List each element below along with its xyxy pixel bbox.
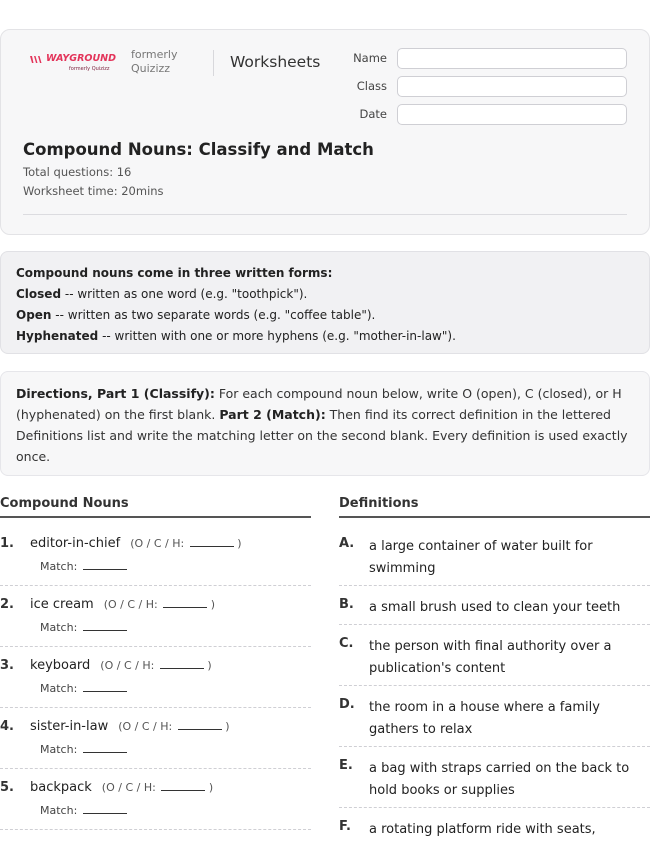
definition-letter: A.: [339, 536, 355, 551]
worksheet-title: Compound Nouns: Classify and Match: [23, 140, 374, 159]
match-label: Match:: [40, 743, 78, 756]
definition-letter: F.: [339, 819, 351, 834]
formerly-name: Quizizz: [131, 62, 171, 75]
forms-heading: Compound nouns come in three written forms:: [16, 266, 333, 280]
date-field[interactable]: [397, 104, 627, 125]
match-blank[interactable]: [83, 621, 127, 631]
right-column-rule: [339, 516, 650, 518]
section-title: Worksheets: [230, 53, 321, 71]
definition-item: [339, 586, 650, 625]
definition-text: a bag with straps carried on the back to hold books or supplies: [369, 761, 630, 798]
compound-nouns-heading: Compound Nouns: [0, 496, 129, 511]
part2-label: Part 2 (Match):: [219, 407, 326, 422]
formerly-quizizz: [131, 48, 178, 76]
class-label: Class: [356, 79, 387, 93]
classify-hint: (O / C / H:: [103, 598, 158, 611]
hyphenated-form-line: Hyphenated -- written with one or more hyphens (e.g. "mother-in-law").: [16, 329, 456, 343]
left-column-rule: [0, 516, 311, 518]
name-label: Name: [353, 51, 387, 65]
match-blank[interactable]: [83, 804, 127, 814]
classify-blank[interactable]: [178, 720, 222, 730]
directions-card: [0, 371, 650, 476]
question-number: 3.: [0, 658, 14, 673]
definition-item: [339, 525, 650, 586]
match-label: Match:: [40, 682, 78, 695]
question-number: 2.: [0, 597, 14, 612]
compound-noun: keyboard: [30, 658, 91, 673]
compound-noun: sister-in-law: [30, 719, 109, 734]
match-label: Match:: [40, 560, 78, 573]
classify-blank[interactable]: [161, 781, 205, 791]
definition-text: the room in a house where a family gathers to relax: [369, 700, 600, 737]
classify-blank[interactable]: [163, 598, 207, 608]
class-field[interactable]: [397, 76, 627, 97]
question-number: 5.: [0, 780, 14, 795]
match-blank[interactable]: [83, 682, 127, 692]
definition-letter: B.: [339, 597, 354, 612]
match-label: Match:: [40, 804, 78, 817]
formerly-label: formerly: [131, 48, 178, 61]
part1-label: Directions, Part 1 (Classify):: [16, 386, 215, 401]
question-item: 2. ice cream (O / C / H: ) Match:: [0, 586, 311, 647]
header-rule: [23, 214, 627, 215]
definition-text: a large container of water built for swimming: [369, 539, 593, 576]
question-number: 1.: [0, 536, 14, 551]
part2-text: Then find its correct definition in the lettered Definitions list and write the matching letter on the second blank. Every definition is used exactly once.: [16, 407, 628, 464]
definition-letter: D.: [339, 697, 355, 712]
classify-blank[interactable]: [160, 659, 204, 669]
worksheet-time: Worksheet time: 20mins: [23, 184, 164, 198]
total-questions: Total questions: 16: [23, 165, 132, 179]
question-item: 1. editor-in-chief (O / C / H: ) Match:: [0, 525, 311, 586]
compound-noun: ice cream: [30, 597, 94, 612]
logo-subtext: formerly Quizizz: [69, 66, 110, 72]
match-blank[interactable]: [83, 743, 127, 753]
date-label: Date: [359, 107, 387, 121]
definition-letter: E.: [339, 758, 353, 773]
definition-item: [339, 625, 650, 686]
definition-text: the person with final authority over a publication's content: [369, 639, 612, 676]
classify-hint: (O / C / H:: [118, 720, 173, 733]
open-form-line: Open -- written as two separate words (e.g. "coffee table").: [16, 308, 376, 322]
compound-noun: editor-in-chief: [30, 536, 121, 551]
definitions-heading: Definitions: [339, 496, 419, 511]
logo-wordmark: WAYGROUND: [46, 53, 117, 64]
question-item: 5. backpack (O / C / H: ) Match:: [0, 769, 311, 830]
header-divider: [213, 50, 214, 76]
wayground-logo: [29, 53, 119, 75]
classify-hint: (O / C / H:: [130, 537, 185, 550]
compound-noun: backpack: [30, 780, 92, 795]
name-field[interactable]: [397, 48, 627, 69]
forms-explanation-card: [0, 251, 650, 354]
definition-item: [339, 808, 650, 842]
match-blank[interactable]: [83, 560, 127, 570]
question-number: 4.: [0, 719, 14, 734]
question-item: 4. sister-in-law (O / C / H: ) Match:: [0, 708, 311, 769]
question-item: 3. keyboard (O / C / H: ) Match:: [0, 647, 311, 708]
closed-form-line: Closed -- written as one word (e.g. "toothpick").: [16, 287, 308, 301]
definition-letter: C.: [339, 636, 354, 651]
part1-text: For each compound noun below, write O (open), C (closed), or H (hyphenated) on the first blank.: [16, 386, 622, 422]
definition-text: a small brush used to clean your teeth: [369, 600, 621, 615]
classify-hint: (O / C / H:: [100, 659, 155, 672]
match-label: Match:: [40, 621, 78, 634]
definition-item: [339, 686, 650, 747]
classify-blank[interactable]: [190, 537, 234, 547]
definition-item: [339, 747, 650, 808]
wayground-logo-icon: [29, 54, 44, 64]
definition-text: a rotating platform ride with seats,: [369, 822, 596, 837]
classify-hint: (O / C / H:: [101, 781, 156, 794]
